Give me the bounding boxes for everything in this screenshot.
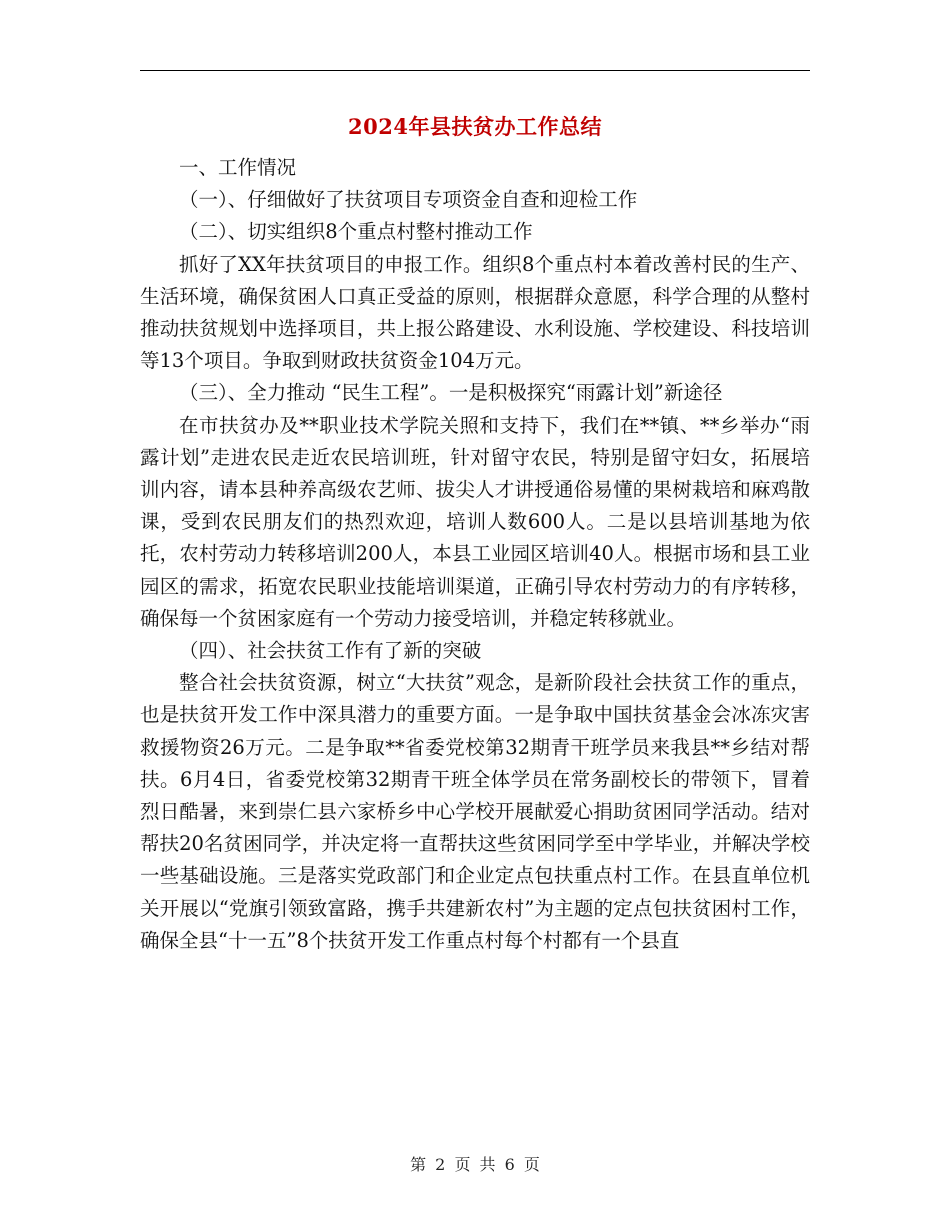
subsection-heading-1: （一）、仔细做好了扶贫项目专项资金自查和迎检工作 xyxy=(179,188,638,212)
document-body xyxy=(140,152,810,957)
subsection-heading-3: （三）、全力推动 “民生工程”。一是积极探究“雨露计划”新途径 xyxy=(179,381,723,405)
section-heading-work-status: 一、工作情况 xyxy=(179,156,297,179)
body-paragraph: 抓好了XX年扶贫项目的申报工作。组织8个重点村本着改善村民的生产、生活环境，确保贫困人口真正受益的原则，根据群众意愿，科学合理的从整村推动扶贫规划中选择项目，共上报公路建设、水利设施、学校建设、科技培训等13个项目。争取到财政扶贫资金104万元。 xyxy=(140,252,810,373)
subsection-heading-2: （二）、切实组织8个重点村整村推动工作 xyxy=(179,220,533,244)
subsection-heading-4: （四）、社会扶贫工作有了新的突破 xyxy=(179,639,482,663)
body-paragraph: 在市扶贫办及**职业技术学院关照和支持下，我们在**镇、**乡举办“雨露计划”走进农民走近农民培训班，针对留守农民，特别是留守妇女，拓展培训内容，请本县种养高级农艺师、拔尖人才讲授通俗易懂的果树栽培和麻鸡散课，受到农民朋友们的热烈欢迎，培训人数600人。二是以县培训基地为依托，农村劳动力转移培训200人，本县工业园区培训40人。根据市场和县工业园区的需求，拓宽农民职业技能培训渠道，正确引导农村劳动力的有序转移，确保每一个贫困家庭有一个劳动力接受培训，并稳定转移就业。 xyxy=(140,413,810,630)
document-title: 2024年县扶贫办工作总结 xyxy=(348,114,602,139)
body-paragraph: 整合社会扶贫资源，树立“大扶贫”观念，是新阶段社会扶贫工作的重点，也是扶贫开发工作中深具潜力的重要方面。一是争取中国扶贫基金会冰冻灾害救援物资26万元。二是争取**省委党校第32期青干班学员来我县**乡结对帮扶。6月4日，省委党校第32期青干班全体学员在常务副校长的带领下，冒着烈日酷暑，来到崇仁县六家桥乡中心学校开展献爱心捐助贫困同学活动。结对帮扶20名贫困同学，并决定将一直帮扶这些贫困同学至中学毕业，并解决学校一些基础设施。三是落实党政部门和企业定点包扶重点村工作。在县直单位机关开展以“党旗引领致富路，携手共建新农村”为主题的定点包扶贫困村工作，确保全县“十一五”8个扶贫开发工作重点村每个村都有一个县直 xyxy=(140,671,810,952)
header-rule xyxy=(140,70,810,71)
page-number-footer: 第 2 页 共 6 页 xyxy=(410,1155,540,1174)
